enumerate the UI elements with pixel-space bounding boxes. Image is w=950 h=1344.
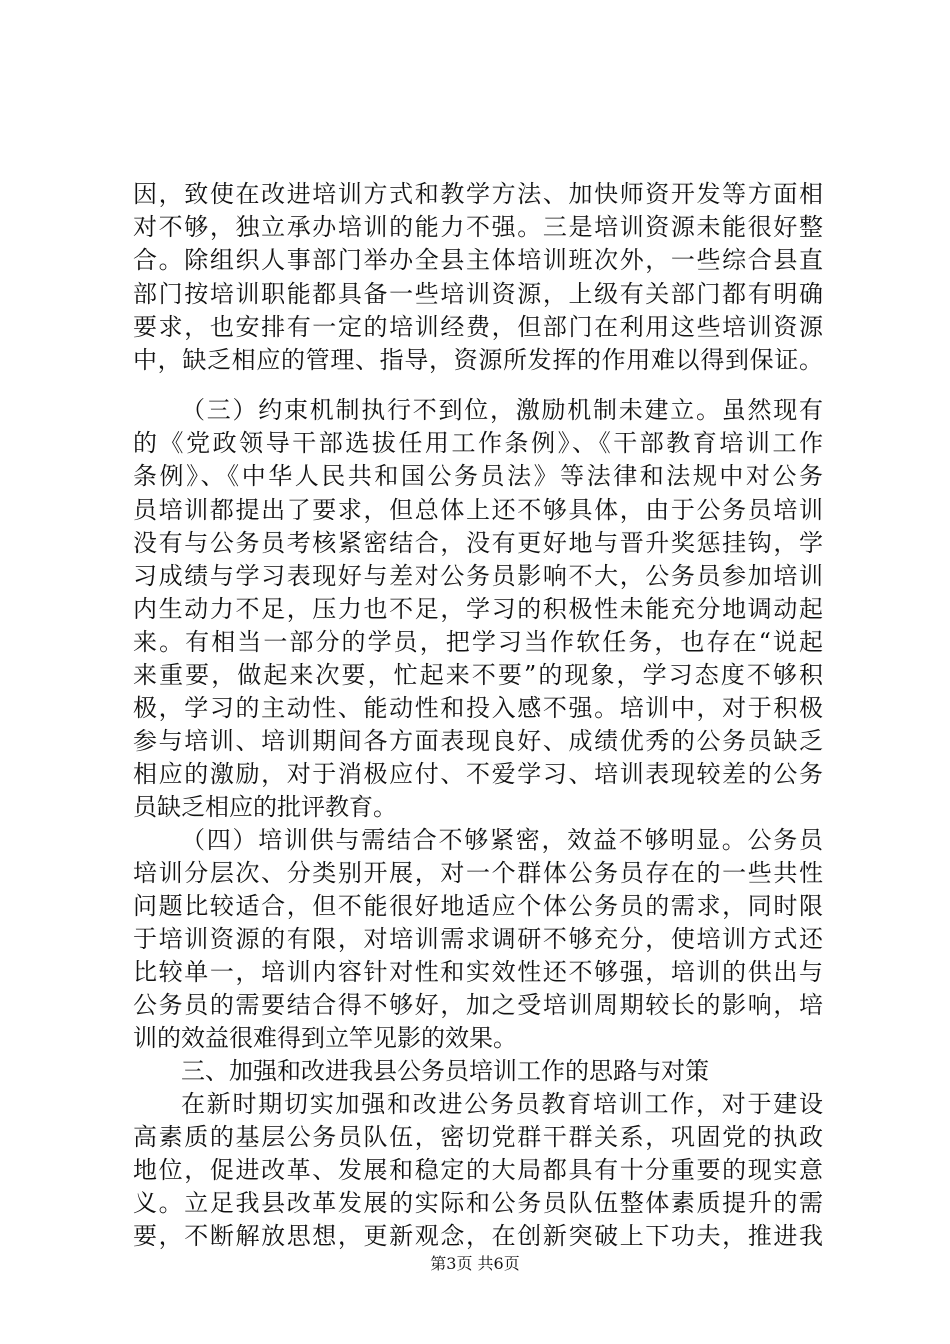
text-line: 地位，促进改革、发展和稳定的大局都具有十分重要的现实意 [133, 1156, 823, 1184]
text-line: 在新时期切实加强和改进公务员教育培训工作，对于建设 [181, 1090, 823, 1118]
text-line: 内生动力不足，压力也不足，学习的积极性未能充分地调动起 [133, 595, 823, 623]
text-line: 训的效益很难得到立竿见影的效果。 [133, 1024, 517, 1052]
page-footer: 第3页 共6页 [430, 1254, 520, 1273]
text-line: 问题比较适合，但不能很好地适应个体公务员的需求，同时限 [133, 892, 823, 920]
text-line: 员缺乏相应的批评教育。 [133, 793, 397, 821]
text-line: 极，学习的主动性、能动性和投入感不强。培训中，对于积极 [133, 694, 823, 722]
text-line: 合。除组织人事部门举办全县主体培训班次外，一些综合县直 [133, 246, 823, 274]
text-line: 因，致使在改进培训方式和教学方法、加快师资开发等方面相 [133, 180, 823, 208]
text-line: 来。有相当一部分的学员，把学习当作软任务，也存在“说起 [133, 628, 823, 656]
text-line: 中，缺乏相应的管理、指导，资源所发挥的作用难以得到保证。 [133, 346, 823, 374]
text-line: 培训分层次、分类别开展，对一个群体公务员存在的一些共性 [133, 859, 823, 887]
section-heading: 三、加强和改进我县公务员培训工作的思路与对策 [181, 1057, 709, 1085]
text-line: 于培训资源的有限，对培训需求调研不够充分，使培训方式还 [133, 925, 823, 953]
text-line: 习成绩与学习表现好与差对公务员影响不大，公务员参加培训 [133, 562, 823, 590]
text-line: 员培训都提出了要求，但总体上还不够具体，由于公务员培训 [133, 496, 823, 524]
text-line: 的《党政领导干部选拔任用工作条例》、《干部教育培训工作 [133, 429, 823, 457]
text-line: 没有与公务员考核紧密结合，没有更好地与晋升奖惩挂钩，学 [133, 529, 823, 557]
paragraph-heading-4: （四）培训供与需结合不够紧密，效益不够明显。公务员 [181, 826, 823, 854]
text-line: 要求，也安排有一定的培训经费，但部门在利用这些培训资源 [133, 313, 823, 341]
text-line: 高素质的基层公务员队伍，密切党群干群关系，巩固党的执政 [133, 1123, 823, 1151]
text-line: 要，不断解放思想，更新观念，在创新突破上下功夫，推进我 [133, 1222, 823, 1250]
paragraph-heading-3: （三）约束机制执行不到位，激励机制未建立。虽然现有 [181, 396, 823, 424]
text-line: 部门按培训职能都具备一些培训资源，上级有关部门都有明确 [133, 280, 823, 308]
text-line: 参与培训、培训期间各方面表现良好、成绩优秀的公务员缺乏 [133, 727, 823, 755]
text-line: 来重要，做起来次要，忙起来不要”的现象，学习态度不够积 [133, 661, 823, 689]
text-line: 相应的激励，对于消极应付、不爱学习、培训表现较差的公务 [133, 760, 823, 788]
text-line: 义。立足我县改革发展的实际和公务员队伍整体素质提升的需 [133, 1189, 823, 1217]
text-line: 条例》、《中华人民共和国公务员法》等法律和法规中对公务 [133, 462, 823, 490]
text-line: 公务员的需要结合得不够好，加之受培训周期较长的影响，培 [133, 991, 823, 1019]
text-line: 比较单一，培训内容针对性和实效性还不够强，培训的供出与 [133, 958, 823, 986]
text-line: 对不够，独立承办培训的能力不强。三是培训资源未能很好整 [133, 213, 823, 241]
